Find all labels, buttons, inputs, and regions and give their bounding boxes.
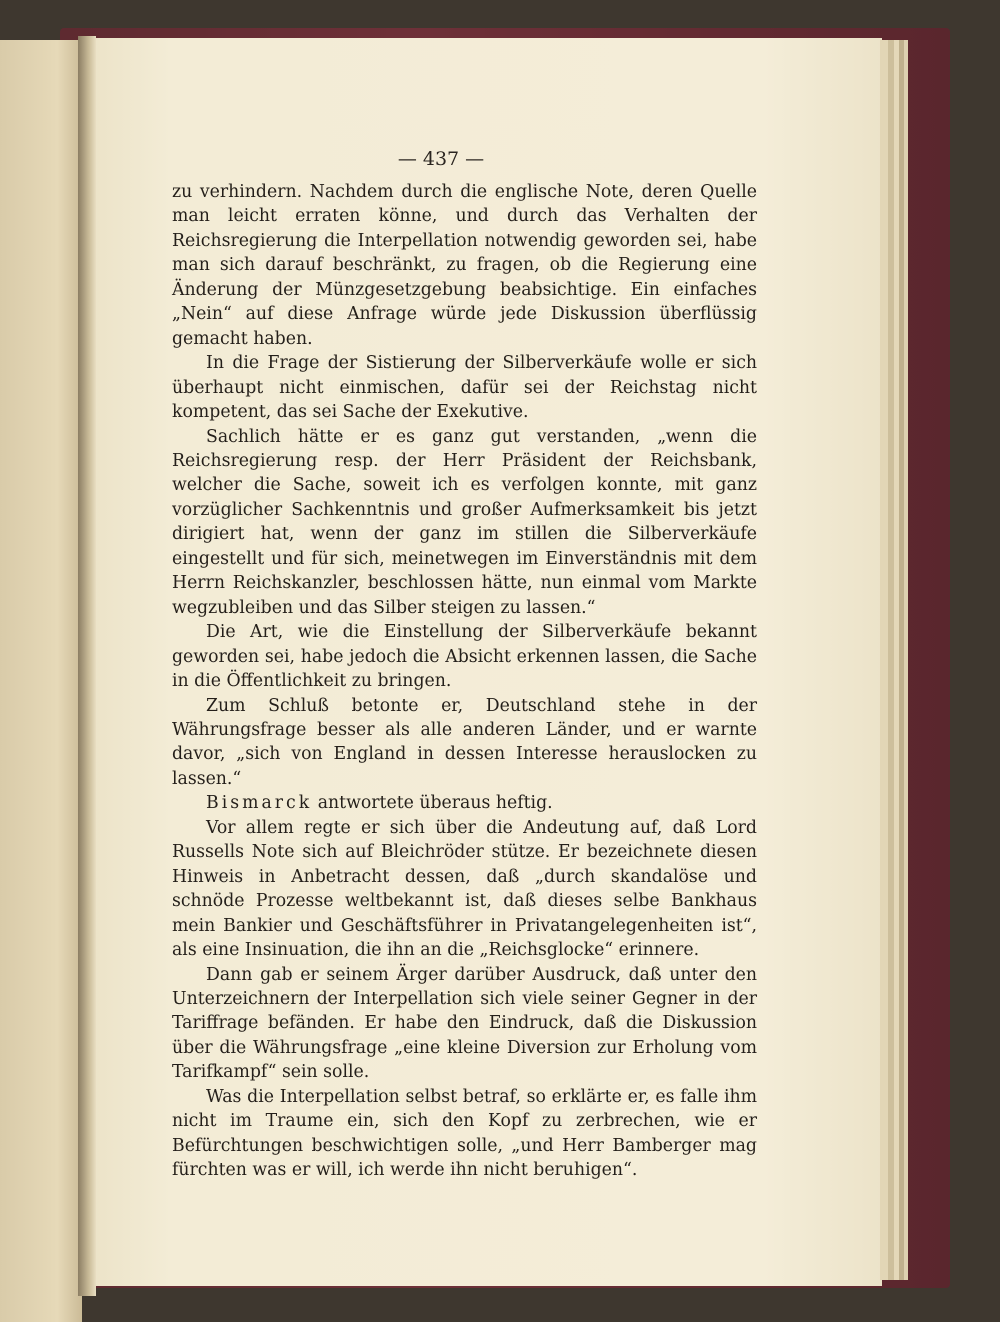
facing-page-left	[0, 40, 82, 1322]
paragraph: In die Frage der Sistierung der Silberverkäufe wolle er sich überhaupt nicht einmischen, dafür sei der Reichstag nicht kompetent, das sei Sache der Exekutive.	[172, 353, 757, 423]
paragraph-text: antwortete überaus heftig.	[312, 793, 553, 814]
spaced-name: Bismarck	[206, 793, 313, 814]
page-body-text	[172, 180, 757, 1183]
paragraph: Die Art, wie die Einstellung der Silberverkäufe bekannt geworden sei, habe jedoch die Absicht erkennen lassen, die Sache in die Öffentlichkeit zu bringen.	[172, 622, 757, 692]
page-number: — 437 —	[397, 148, 485, 170]
page-edges	[904, 40, 908, 1280]
paragraph: Was die Interpellation selbst betraf, so erklärte er, es falle ihm nicht im Traume ein, sich den Kopf zu zerbrechen, wie er Befürchtungen beschwichtigen solle, „und Herr Bamberger mag fürchten was er will, ich werde ihn nicht beruhigen“.	[172, 1086, 757, 1181]
paragraph: Sachlich hätte er es ganz gut verstanden, „wenn die Reichsregierung resp. der Herr Präsident der Reichsbank, welcher die Sache, soweit ich es verfolgen konnte, mit ganz vorzüglicher Sachkenntnis und großer Aufmerksamkeit bis jetzt dirigiert hat, wenn der ganz im stillen die Silberverkäufe eingestellt und für sich, meinetwegen im Einverständnis mit dem Herrn Reichskanzler, beschlossen hätte, nun einmal vom Markte wegzubleiben und das Silber steigen zu lassen.“	[172, 426, 757, 618]
page-edges	[880, 40, 888, 1280]
paragraph: zu verhindern. Nachdem durch die englische Note, deren Quelle man leicht erraten könne, und durch das Verhalten der Reichsregierung die Interpellation notwendig geworden sei, habe man sich darauf beschränkt, zu fragen, ob die Regierung eine Änderung der Münzgesetzgebung beabsichtige. Ein einfaches „Nein“ auf diese Anfrage würde jede Diskussion überflüssig gemacht haben.	[172, 182, 757, 349]
paragraph: Vor allem regte er sich über die Andeutung auf, daß Lord Russells Note sich auf Bleichröder stütze. Er bezeichnete diesen Hinweis in Anbetracht dessen, daß „durch skandalöse und schnöde Prozesse weltbekannt ist, daß dieses selbe Bankhaus mein Bankier und Geschäftsführer in Privatangelegenheiten ist“, als eine Insinuation, die ihn an die „Reichsglocke“ erinnere.	[172, 817, 757, 961]
paragraph	[172, 791, 757, 815]
paragraph: Dann gab er seinem Ärger darüber Ausdruck, daß unter den Unterzeichnern der Interpellation sich viele seiner Gegner in der Tariffrage befänden. Er habe den Eindruck, daß die Diskussion über die Währungsfrage „eine kleine Diversion zur Erholung vom Tarifkampf“ sein solle.	[172, 964, 757, 1083]
paragraph: Zum Schluß betonte er, Deutschland stehe in der Währungsfrage besser als alle anderen Länder, und er warnte davor, „sich von England in dessen Interesse herauslocken zu lassen.“	[172, 695, 757, 789]
book-gutter	[78, 36, 96, 1296]
